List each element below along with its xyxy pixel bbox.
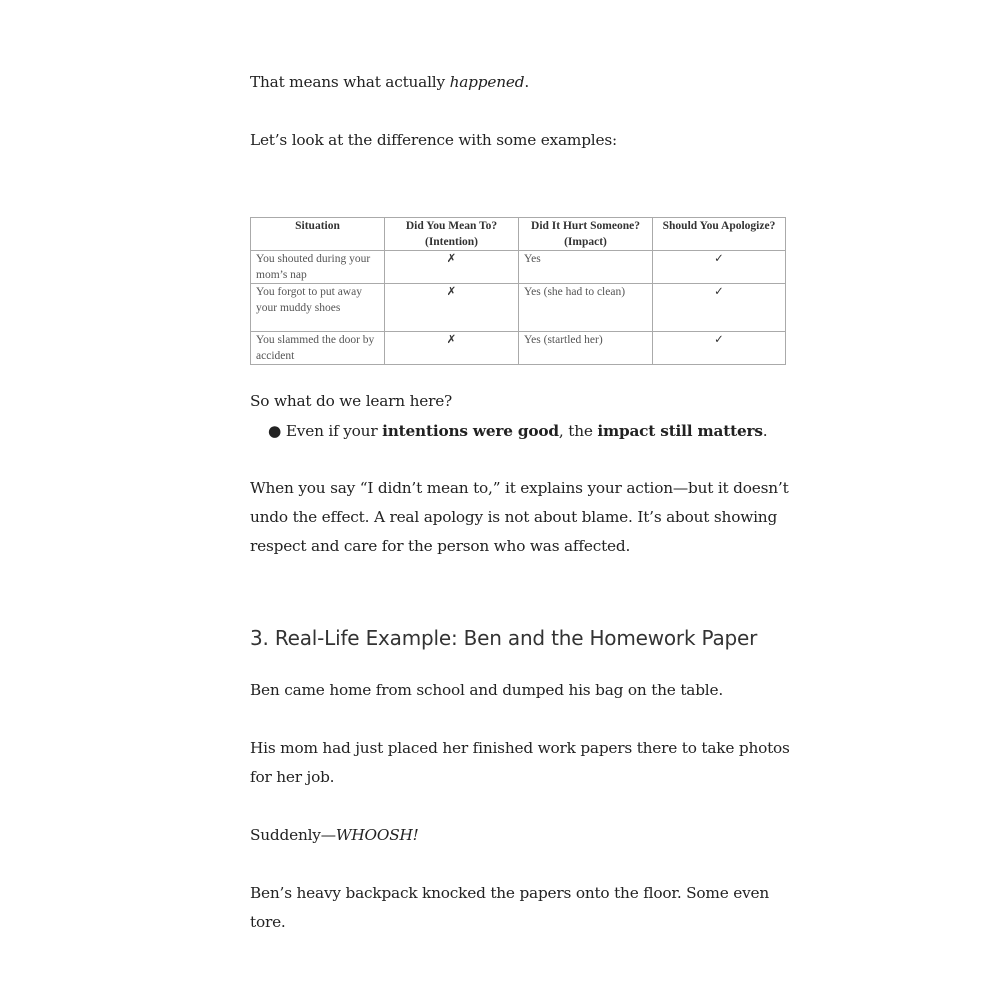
paragraph-backpack: Ben’s heavy backpack knocked the papers onto the floor. Some even tore.	[250, 884, 770, 931]
table-row	[251, 332, 786, 365]
bold-text: impact still matters	[597, 422, 763, 440]
check-icon: ✓	[653, 284, 786, 332]
table-header-row	[251, 218, 786, 251]
cross-icon: ✗	[385, 284, 519, 332]
header-apologize: Should You Apologize?	[653, 218, 786, 251]
header-intention: Did You Mean To? (Intention)	[385, 218, 519, 251]
check-icon: ✓	[653, 251, 786, 284]
cross-icon: ✗	[385, 332, 519, 365]
paragraph-ben-home: Ben came home from school and dumped his bag on the table.	[250, 681, 723, 699]
bold-text: intentions were good	[382, 422, 559, 440]
paragraph-explanation: When you say “I didn’t mean to,” it explains your action—but it doesn’t undo the effect. A real apology is not about blame. It’s about showing respect and care for the person who was affected.	[250, 479, 789, 555]
paragraph-learn: So what do we learn here?	[250, 392, 453, 410]
bullet-item	[268, 417, 816, 446]
header-impact: Did It Hurt Someone? (Impact)	[519, 218, 653, 251]
emphasis: happened	[449, 73, 525, 91]
cell-situation: You slammed the door by accident	[251, 332, 385, 365]
text: .	[762, 422, 768, 440]
period: .	[524, 73, 529, 91]
emphasis: WHOOSH!	[335, 826, 419, 844]
check-icon: ✓	[653, 332, 786, 365]
paragraph-mom-papers: His mom had just placed her finished work papers there to take photos for her job.	[250, 739, 790, 786]
cell-impact: Yes (startled her)	[519, 332, 653, 365]
cell-impact: Yes (she had to clean)	[519, 284, 653, 332]
bullet-icon: ●	[268, 422, 282, 440]
text: Even if your	[285, 422, 383, 440]
table-row	[251, 284, 786, 332]
paragraph-examples: Let’s look at the difference with some examples:	[250, 131, 617, 149]
text: That means what actually	[250, 73, 450, 91]
text: Suddenly—	[250, 826, 336, 844]
cell-situation: You forgot to put away your muddy shoes	[251, 284, 385, 332]
text: , the	[558, 422, 598, 440]
paragraph-whoosh	[250, 821, 798, 850]
section-heading: 3. Real-Life Example: Ben and the Homework Paper	[250, 626, 758, 650]
comparison-table	[250, 217, 786, 365]
cross-icon: ✗	[385, 251, 519, 284]
table-row	[251, 251, 786, 284]
cell-situation: You shouted during your mom’s nap	[251, 251, 385, 284]
header-situation: Situation	[251, 218, 385, 251]
cell-impact: Yes	[519, 251, 653, 284]
paragraph-happened	[250, 68, 798, 97]
